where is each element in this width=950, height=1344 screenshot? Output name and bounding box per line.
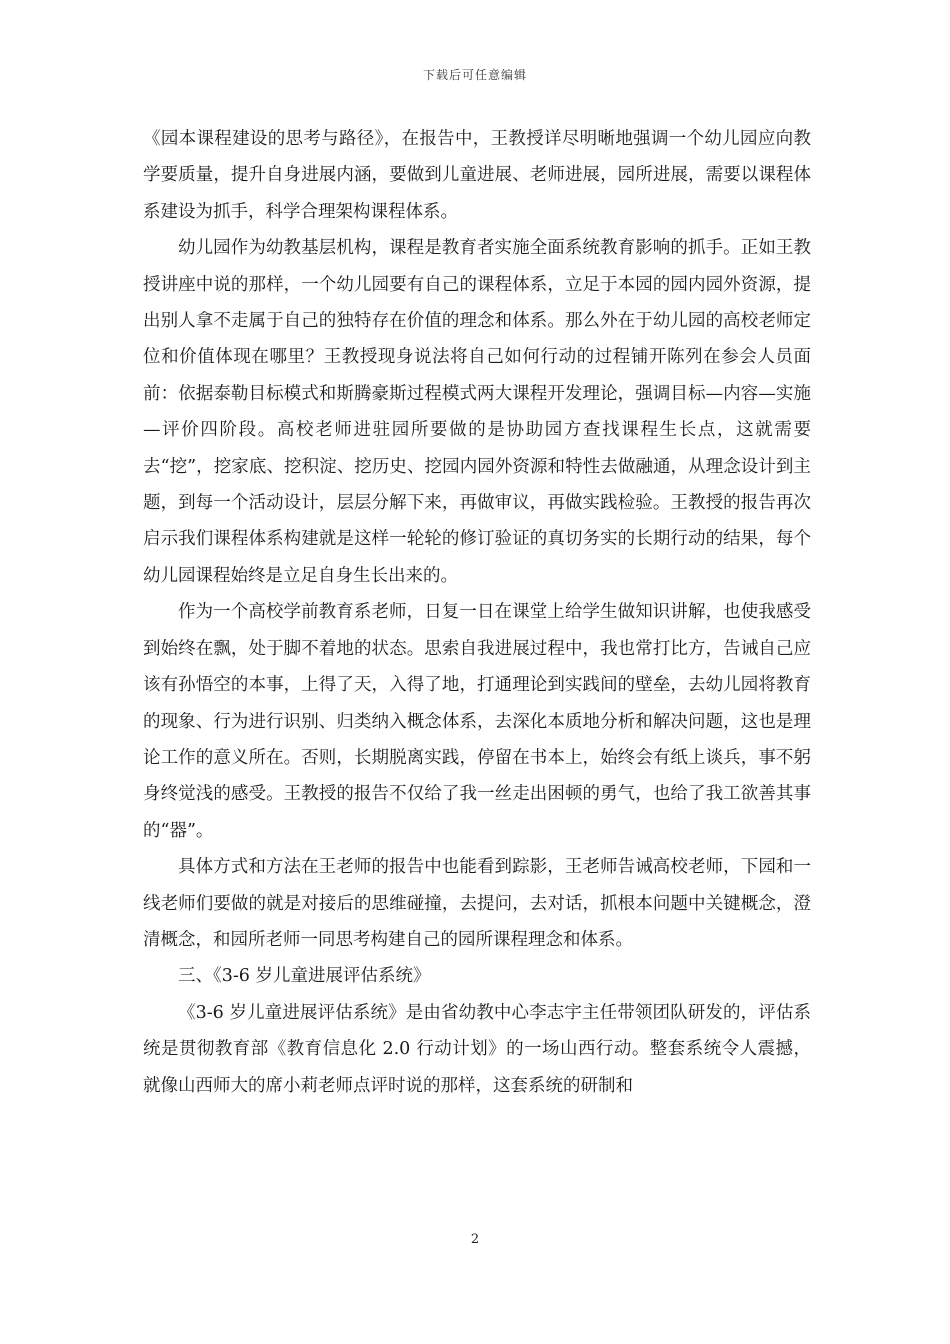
paragraph-1: 《园本课程建设的思考与路径》，在报告中，王教授详尽明晰地强调一个幼儿园应向教学要质量，提升自身进展内涵，要做到儿童进展、老师进展，园所进展，需要以课程体系建设为抓手，科学合理架构课程体系。 — [143, 129, 811, 222]
page-header: 下载后可任意编辑 — [422, 68, 527, 82]
paragraph-3: 作为一个高校学前教育系老师，日复一日在课堂上给学生做知识讲解，也使我感受到始终在飘，处于脚不着地的状态。思索自我进展过程中，我也常打比方，告诫自己应该有孙悟空的本事，上得了天，入得了地，打通理论到实践间的壁垒，去幼儿园将教育的现象、行为进行识别、归类纳入概念体系，去深化本质地分析和解决问题，这也是理论工作的意义所在。否则，长期脱离实践，停留在书本上，始终会有纸上谈兵，事不躬身终觉浅的感受。王教授的报告不仅给了我一丝走出困顿的勇气，也给了我工欲善其事的“器”。 — [143, 602, 811, 841]
paragraph-4: 具体方式和方法在王老师的报告中也能看到踪影，王老师告诫高校老师，下园和一线老师们要做的就是对接后的思维碰撞，去提问，去对话，抓根本问题中关键概念，澄清概念，和园所老师一同思考构建自己的园所课程理念和体系。 — [143, 857, 811, 950]
document-body — [143, 121, 811, 1104]
paragraph-5: 《3-6 岁儿童进展评估系统》是由省幼教中心李志宇主任带领团队研发的，评估系统是贯彻教育部《教育信息化 2.0 行动计划》的一场山西行动。整套系统令人震撼，就像山西师大的席小莉老师点评时说的那样，这套系统的研制和 — [143, 1002, 811, 1096]
paragraph-2: 幼儿园作为幼教基层机构，课程是教育者实施全面系统教育影响的抓手。正如王教授讲座中说的那样，一个幼儿园要有自己的课程体系，立足于本园的园内园外资源，提出别人拿不走属于自己的独特存在价值的理念和体系。那么外在于幼儿园的高校老师定位和价值体现在哪里？王教授现身说法将自己如何行动的过程铺开陈列在参会人员面前：依据泰勒目标模式和斯腾豪斯过程模式两大课程开发理论，强调目标—内容—实施—评价四阶段。高校老师进驻园所要做的是协助园方查找课程生长点，这就需要去“挖”，挖家底、挖积淀、挖历史、挖园内园外资源和特性去做融通，从理念设计到主题，到每一个活动设计，层层分解下来，再做审议，再做实践检验。王教授的报告再次启示我们课程体系构建就是这样一轮轮的修订验证的真切务实的长期行动的结果，每个幼儿园课程始终是立足自身生长出来的。 — [143, 238, 811, 586]
page-number: 2 — [470, 1232, 480, 1247]
section-heading: 三、《3-6 岁儿童进展评估系统》 — [178, 966, 431, 987]
